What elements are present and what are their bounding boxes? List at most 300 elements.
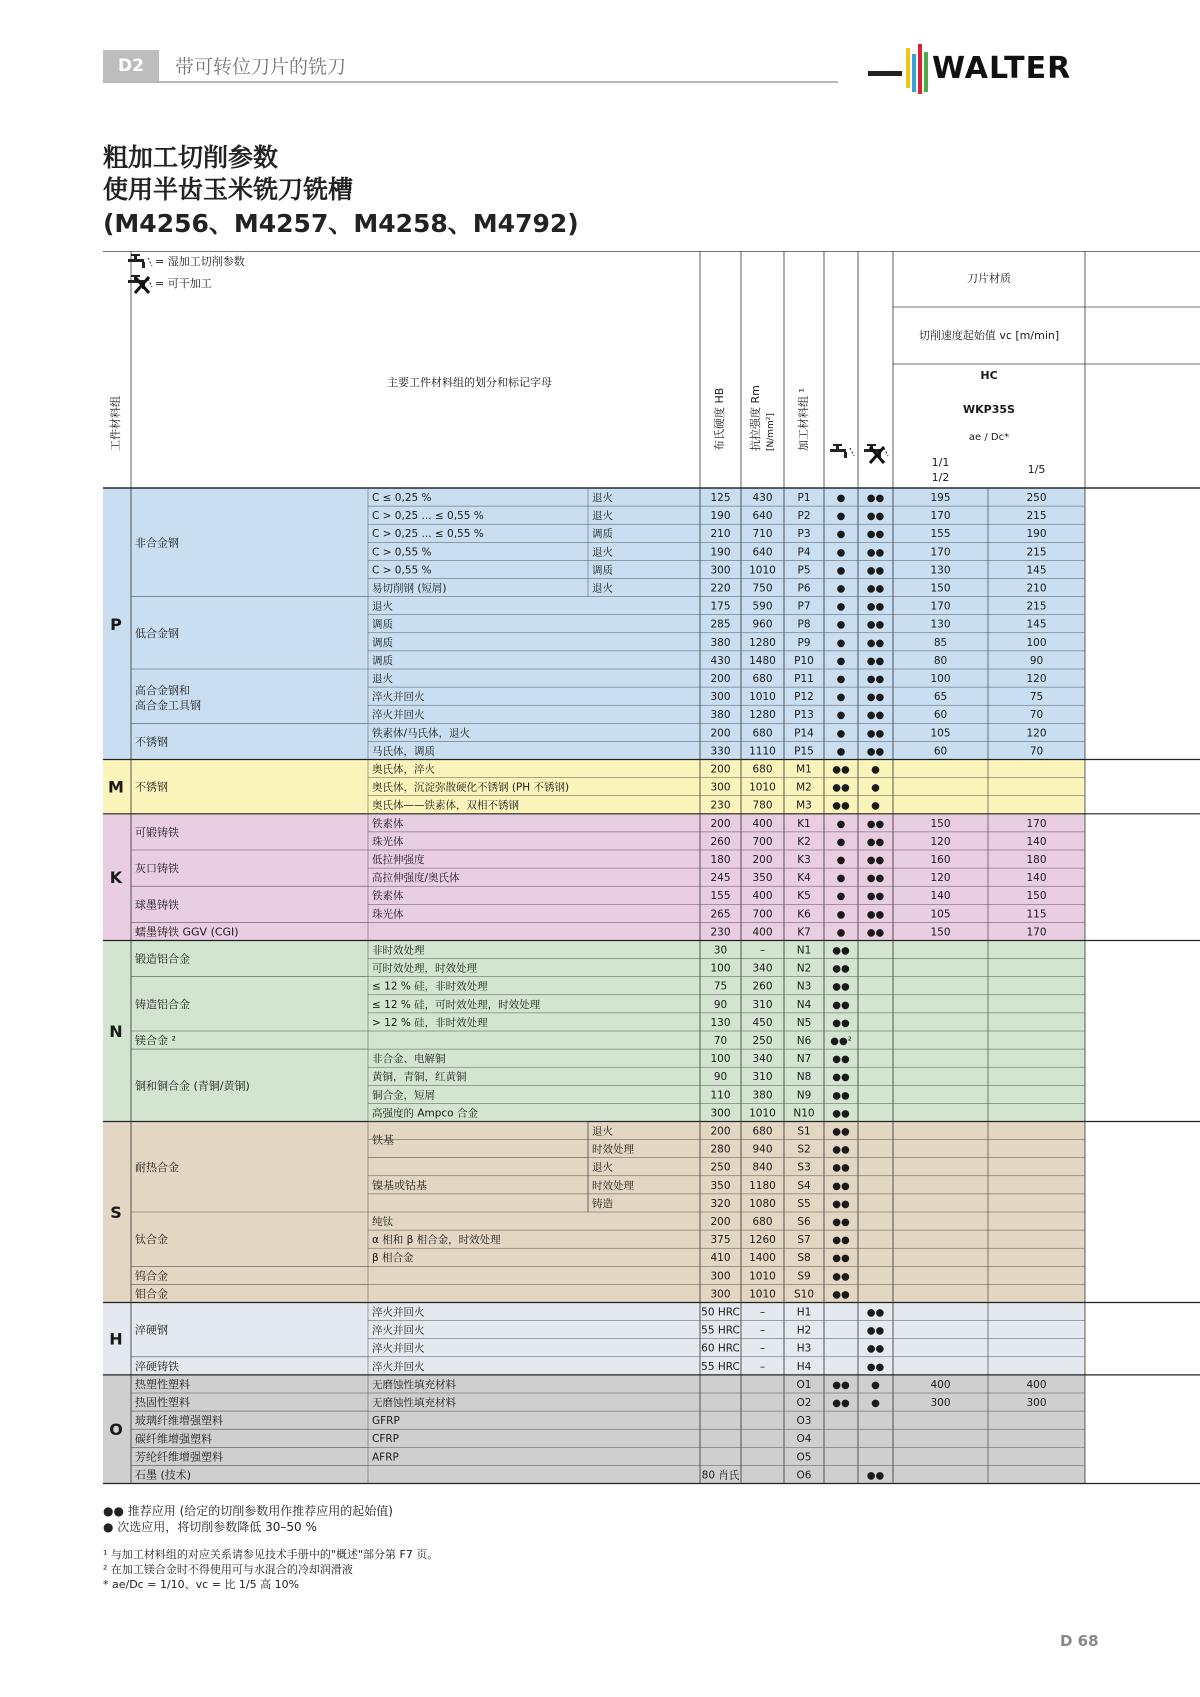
row-rm: 1110 — [749, 745, 776, 758]
row-material-group: P1 — [797, 492, 811, 504]
row-spec: C > 0,25 ... ≤ 0,55 % — [372, 528, 484, 541]
col-wet-icon — [830, 444, 854, 458]
row-wet-rating: ● — [836, 547, 846, 559]
row-hb: 350 — [710, 1179, 731, 1192]
row-hb: 265 — [710, 908, 731, 921]
row-spec: 黄铜，青铜，红黄铜 — [372, 1071, 467, 1084]
row-rm: 700 — [752, 908, 773, 921]
row-material-group: P7 — [797, 600, 811, 613]
row-material-group: P11 — [794, 673, 814, 685]
row-rm: 840 — [752, 1161, 773, 1174]
row-spec: 可时效处理，时效处理 — [372, 962, 477, 975]
row-rm: 1280 — [749, 709, 776, 722]
row-vc-2: 215 — [1026, 600, 1047, 613]
row-hb: 90 — [713, 1071, 728, 1084]
row-condition: 退火 — [592, 582, 613, 595]
row-spec: 纯钛 — [372, 1216, 393, 1228]
row-hb: 55 HRC — [701, 1360, 740, 1373]
legend-double-dot: ●● 推荐应用 (给定的切削参数用作推荐应用的起始值) — [103, 1504, 393, 1518]
row-hb: 210 — [710, 528, 731, 541]
row-hb: 60 HRC — [701, 1342, 740, 1355]
subgroup-label: 玻璃纤维增强塑料 — [135, 1414, 223, 1428]
row-vc-2: 250 — [1026, 492, 1047, 504]
row-hb: 80 肖氏 — [701, 1469, 740, 1482]
row-rm: 680 — [752, 1125, 773, 1138]
row-material-group: S5 — [797, 1197, 811, 1210]
row-spec: 淬火并回火 — [372, 1306, 425, 1319]
row-rm: 680 — [752, 763, 773, 776]
row-material-group: O4 — [796, 1433, 812, 1446]
row-vc-2: 215 — [1026, 510, 1047, 523]
row-spec: GFRP — [372, 1415, 400, 1428]
row-material-group: P9 — [797, 636, 811, 649]
row-dry-rating: ●● — [866, 873, 885, 885]
row-dry-rating: ●● — [866, 601, 885, 613]
row-spec: 易切削钢 (短屑) — [372, 582, 447, 595]
row-vc-2: 300 — [1026, 1397, 1047, 1409]
row-rm: – — [759, 1360, 766, 1373]
subgroup-label: 灰口铸铁 — [135, 862, 179, 876]
legend-single-dot: ● 次选应用，将切削参数降低 30–50 % — [103, 1520, 317, 1534]
row-wet-rating: ●● — [832, 764, 850, 776]
row-hb: 155 — [710, 890, 731, 903]
subgroup-label: 不锈钢 — [135, 735, 168, 749]
row-material-group: K2 — [797, 835, 811, 848]
row-material-group: S8 — [797, 1252, 811, 1265]
row-spec: 铁素体/马氏体，退火 — [372, 727, 471, 740]
subgroup-label: 可锻铸铁 — [135, 825, 179, 839]
grade-name: WKP35S — [963, 403, 1015, 416]
row-hb: 285 — [710, 618, 731, 631]
row-rm: 450 — [752, 1016, 773, 1029]
row-vc-1: 300 — [930, 1397, 951, 1409]
subgroup-label: 碳纤维增强塑料 — [135, 1432, 212, 1446]
row-vc-2: 215 — [1026, 546, 1047, 559]
alloy-base-label: 铁基 — [372, 1133, 394, 1147]
subgroup-label: 非合金钢 — [135, 536, 179, 550]
row-material-group: N7 — [796, 1053, 812, 1066]
row-spec: 退火 — [372, 600, 393, 613]
row-dry-rating: ●● — [866, 927, 885, 939]
subgroup-label: 热塑性塑料 — [135, 1377, 190, 1391]
row-hb: 175 — [710, 600, 731, 613]
row-rm: 1480 — [749, 654, 776, 667]
col-header-rm: 抗拉强度 Rm — [749, 385, 762, 451]
row-vc-1: 155 — [930, 528, 951, 541]
row-dry-rating: ● — [871, 1398, 880, 1409]
row-vc-1: 60 — [933, 709, 948, 722]
row-vc-2: 400 — [1026, 1378, 1047, 1391]
row-spec: β 相合金 — [372, 1252, 414, 1265]
row-wet-rating: ● — [836, 637, 846, 649]
dry-cross-icon — [135, 277, 149, 293]
row-rm: 1010 — [749, 1288, 776, 1301]
row-vc-2: 75 — [1029, 691, 1044, 704]
col-header-mat: 加工材料组 ¹ — [797, 388, 810, 451]
row-rm: 640 — [752, 546, 773, 559]
page-number: D 68 — [1060, 1632, 1099, 1650]
row-material-group: S6 — [797, 1216, 811, 1228]
subgroup-label: 低合金钢 — [135, 626, 179, 640]
row-hb: 380 — [710, 636, 731, 649]
row-spec: 调质 — [372, 618, 393, 631]
row-rm: 1260 — [749, 1234, 776, 1247]
row-vc-1: 100 — [930, 673, 951, 685]
row-wet-rating: ● — [836, 529, 846, 541]
row-dry-rating: ● — [871, 782, 880, 794]
row-vc-1: 105 — [930, 908, 951, 921]
row-vc-1: 140 — [930, 890, 951, 903]
row-hb: 375 — [710, 1234, 731, 1247]
row-spec: 淬火并回火 — [372, 1360, 425, 1373]
row-hb: 75 — [713, 980, 728, 993]
row-vc-1: 120 — [930, 835, 951, 848]
row-material-group: P10 — [794, 654, 814, 667]
row-rm: 260 — [752, 980, 773, 993]
row-spec: AFRP — [372, 1451, 399, 1464]
row-vc-2: 150 — [1026, 890, 1047, 903]
row-vc-2: 170 — [1026, 817, 1047, 830]
row-rm: 380 — [752, 1089, 773, 1102]
row-rm: 1010 — [749, 564, 776, 577]
row-spec: 淬火并回火 — [372, 1342, 425, 1355]
row-hb: 380 — [710, 709, 731, 722]
row-hb: 50 HRC — [701, 1306, 740, 1319]
row-hb: 30 — [713, 944, 728, 957]
row-hb: 100 — [710, 1053, 731, 1066]
row-material-group: N2 — [796, 962, 812, 975]
row-wet-rating: ● — [836, 692, 846, 704]
row-vc-1: 60 — [933, 745, 948, 758]
row-wet-rating: ●● — [832, 1398, 850, 1409]
row-hb: 55 HRC — [701, 1324, 740, 1337]
subgroup-label: 耐热合金 — [135, 1160, 179, 1174]
footnote-2: ² 在加工镁合金时不得使用可与水混合的冷却润滑液 — [103, 1563, 353, 1576]
row-dry-rating: ●● — [866, 619, 885, 631]
row-rm: 680 — [752, 673, 773, 685]
row-hb: 230 — [710, 799, 731, 812]
row-dry-rating: ●● — [866, 692, 885, 704]
row-vc-1: 130 — [930, 564, 951, 577]
row-material-group: K3 — [797, 854, 811, 866]
row-dry-rating: ●● — [866, 1325, 885, 1337]
row-wet-rating: ●● — [832, 1180, 850, 1192]
row-hb: 320 — [710, 1197, 731, 1210]
row-material-group: S4 — [797, 1179, 811, 1192]
subgroup-label: 淬硬铸铁 — [135, 1359, 179, 1373]
row-spec: 淬火并回火 — [372, 709, 425, 722]
row-hb: 280 — [710, 1143, 731, 1156]
row-dry-rating: ●● — [866, 891, 885, 903]
group-letter-P: P — [110, 614, 122, 634]
row-wet-rating: ● — [836, 836, 846, 848]
row-material-group: O1 — [796, 1378, 812, 1391]
row-material-group: P2 — [797, 510, 811, 523]
row-spec: 铜合金，短屑 — [372, 1089, 435, 1102]
row-wet-rating: ●● — [832, 1144, 850, 1156]
legend-wet-text: = 湿加工切削参数 — [155, 255, 245, 268]
row-material-group: K6 — [797, 908, 811, 921]
row-spec: 铁素体 — [372, 890, 404, 903]
row-rm: 400 — [752, 817, 773, 830]
row-wet-rating: ● — [836, 655, 846, 667]
row-dry-rating: ●● — [866, 836, 885, 848]
row-material-group: K4 — [797, 872, 811, 885]
row-dry-rating: ●● — [866, 1470, 885, 1482]
row-material-group: N8 — [796, 1071, 812, 1084]
row-material-group: K7 — [797, 926, 811, 939]
row-hb: 190 — [710, 546, 731, 559]
row-material-group: P12 — [794, 691, 814, 704]
row-hb: 300 — [710, 564, 731, 577]
row-wet-rating: ●● — [832, 800, 850, 812]
row-vc-1: 170 — [930, 600, 951, 613]
row-dry-rating: ●● — [866, 1343, 885, 1355]
row-wet-rating: ● — [836, 565, 846, 577]
row-rm: 590 — [752, 600, 773, 613]
row-vc-2: 180 — [1026, 854, 1047, 866]
row-hb: 110 — [710, 1089, 731, 1102]
row-spec: 铁素体 — [372, 817, 404, 830]
row-rm: 1080 — [749, 1197, 776, 1210]
row-vc-1: 400 — [930, 1378, 951, 1391]
row-material-group: O3 — [796, 1415, 812, 1428]
group-bg-M — [103, 760, 1085, 814]
row-material-group: P6 — [797, 582, 811, 595]
row-hb: 260 — [710, 835, 731, 848]
row-vc-1: 170 — [930, 510, 951, 523]
row-hb: 430 — [710, 654, 731, 667]
row-rm: 250 — [752, 1035, 773, 1047]
footnote-3: * ae/Dc = 1/10、vc = 比 1/5 高 10% — [103, 1578, 300, 1591]
row-rm: 1400 — [749, 1252, 776, 1265]
row-vc-2: 145 — [1026, 618, 1047, 631]
row-dry-rating: ●● — [866, 1307, 885, 1319]
row-dry-rating: ● — [871, 800, 880, 812]
row-dry-rating: ● — [871, 1379, 880, 1391]
row-material-group: N6 — [796, 1035, 812, 1047]
row-condition: 调质 — [592, 528, 613, 541]
row-spec: 奥氏体，淬火 — [372, 763, 435, 776]
row-material-group: M2 — [796, 781, 812, 794]
row-wet-rating: ●● — [832, 1198, 850, 1210]
row-vc-2: 90 — [1029, 654, 1044, 667]
logo-text: WALTER — [932, 51, 1072, 86]
row-spec: C > 0,55 % — [372, 546, 432, 559]
row-spec: 高强度的 Ampco 合金 — [372, 1107, 478, 1120]
subgroup-label: 镁合金 ² — [135, 1034, 176, 1048]
row-rm: – — [759, 1342, 766, 1355]
row-material-group: O2 — [796, 1397, 812, 1409]
header-divider — [103, 81, 838, 83]
row-spec: 珠光体 — [372, 835, 404, 848]
row-wet-rating: ●● — [832, 1054, 850, 1066]
row-hb: 130 — [710, 1016, 731, 1029]
row-wet-rating: ● — [836, 674, 846, 685]
row-spec: 调质 — [372, 654, 393, 667]
page-title-line1: 粗加工切削参数 — [103, 143, 279, 172]
row-material-group: K1 — [797, 817, 811, 830]
row-hb: 200 — [710, 763, 731, 776]
row-vc-2: 140 — [1026, 835, 1047, 848]
row-material-group: S7 — [797, 1234, 811, 1247]
row-dry-rating: ●● — [866, 655, 885, 667]
row-wet-rating: ● — [836, 601, 846, 613]
row-spec: CFRP — [372, 1433, 399, 1446]
row-condition: 时效处理 — [592, 1143, 634, 1156]
row-rm: – — [759, 944, 766, 957]
row-wet-rating: ● — [836, 909, 846, 921]
row-material-group: P15 — [794, 745, 814, 758]
section-title: 带可转位刀片的铣刀 — [175, 56, 347, 78]
row-spec: 非时效处理 — [372, 944, 425, 957]
row-wet-rating: ● — [836, 927, 846, 939]
row-wet-rating: ●● — [832, 999, 850, 1011]
row-rm: 350 — [752, 872, 773, 885]
row-spec: 珠光体 — [372, 908, 404, 921]
row-material-group: P3 — [797, 528, 811, 541]
subgroup-label: 芳纶纤维增强塑料 — [135, 1450, 223, 1464]
row-vc-2: 190 — [1026, 528, 1047, 541]
row-rm: 680 — [752, 727, 773, 740]
ae-1-5: 1/5 — [1027, 463, 1046, 476]
row-rm: 640 — [752, 510, 773, 523]
row-dry-rating: ●● — [866, 565, 885, 577]
ae-ratio-label: ae / Dc* — [968, 432, 1010, 443]
row-rm: 400 — [752, 890, 773, 903]
legend-dry-text: = 可干加工 — [155, 277, 212, 290]
row-rm: 1010 — [749, 781, 776, 794]
row-wet-rating: ● — [836, 891, 846, 903]
row-dry-rating: ●● — [866, 547, 885, 559]
row-wet-rating: ● — [836, 511, 846, 523]
group-letter-H: H — [109, 1329, 123, 1349]
row-hb: 180 — [710, 854, 731, 866]
row-spec: 马氏体，调质 — [372, 745, 435, 758]
row-dry-rating: ●● — [866, 511, 885, 523]
row-spec: 无磨蚀性填充材料 — [372, 1378, 456, 1391]
row-wet-rating: ●● — [832, 1126, 850, 1138]
row-material-group: N10 — [793, 1107, 815, 1120]
row-material-group: O5 — [796, 1451, 812, 1464]
walter-logo — [868, 44, 1100, 96]
row-wet-rating: ●● — [832, 1090, 850, 1102]
row-material-group: N5 — [796, 1016, 812, 1029]
row-spec: > 12 % 硅，非时效处理 — [372, 1016, 488, 1029]
row-rm: – — [759, 1306, 766, 1319]
row-condition: 退火 — [592, 1125, 613, 1138]
row-wet-rating: ●● — [832, 1235, 850, 1247]
row-dry-rating: ●● — [866, 583, 885, 595]
row-vc-2: 70 — [1029, 709, 1044, 722]
subgroup-label: 石墨 (技术) — [135, 1468, 192, 1482]
group-letter-N: N — [109, 1022, 123, 1041]
row-vc-2: 115 — [1026, 908, 1047, 921]
row-vc-1: 120 — [930, 872, 951, 885]
row-hb: 300 — [710, 1107, 731, 1120]
row-hb: 200 — [710, 727, 731, 740]
row-wet-rating: ●● — [832, 1162, 850, 1174]
row-spec: 淬火并回火 — [372, 1324, 425, 1337]
row-material-group: S10 — [793, 1288, 815, 1301]
row-dry-rating: ●● — [866, 728, 885, 740]
row-material-group: S2 — [797, 1143, 811, 1156]
col-header-rm-unit: [N/mm²] — [766, 413, 776, 451]
row-rm: 1280 — [749, 636, 776, 649]
row-hb: 410 — [710, 1252, 731, 1265]
row-dry-rating: ●● — [866, 674, 885, 685]
row-rm: 310 — [752, 998, 773, 1011]
row-wet-rating: ●● — [832, 1072, 850, 1084]
row-vc-1: 80 — [933, 654, 948, 667]
row-spec: ≤ 12 % 硅，非时效处理 — [372, 980, 488, 993]
row-hb: 125 — [710, 492, 731, 504]
row-rm: 430 — [752, 492, 773, 504]
subgroup-label: 铸造铝合金 — [135, 997, 190, 1011]
row-spec: 低拉伸强度 — [372, 854, 425, 866]
col-header-insert: 刀片材质 — [967, 272, 1011, 285]
row-dry-rating: ●● — [866, 1361, 885, 1373]
row-spec: 奥氏体，沉淀弥散硬化不锈钢 (PH 不锈钢) — [372, 781, 570, 794]
group-letter-S: S — [110, 1203, 122, 1222]
subgroup-label: 球墨铸铁 — [135, 898, 179, 912]
row-hb: 300 — [710, 691, 731, 704]
row-material-group: O6 — [796, 1469, 812, 1482]
grade-hc: HC — [980, 369, 998, 382]
row-vc-1: 195 — [930, 492, 951, 504]
row-material-group: H2 — [796, 1324, 812, 1337]
group-letter-M: M — [108, 777, 124, 797]
row-condition: 调质 — [592, 564, 613, 577]
row-material-group: S9 — [797, 1270, 811, 1283]
row-vc-2: 210 — [1026, 582, 1047, 595]
row-hb: 220 — [710, 582, 731, 595]
row-rm: 1010 — [749, 1270, 776, 1283]
row-vc-2: 140 — [1026, 872, 1047, 885]
row-material-group: N1 — [796, 944, 812, 957]
row-vc-1: 150 — [930, 926, 951, 939]
row-spec: ≤ 12 % 硅，可时效处理，时效处理 — [372, 998, 541, 1011]
row-dry-rating: ●● — [866, 818, 885, 830]
row-dry-rating: ●● — [866, 710, 885, 722]
row-hb: 200 — [710, 673, 731, 685]
row-material-group: K5 — [797, 890, 811, 903]
row-wet-rating: ●● — [832, 1289, 850, 1301]
row-vc-1: 160 — [930, 854, 951, 866]
row-vc-1: 65 — [933, 691, 948, 704]
row-hb: 100 — [710, 962, 731, 975]
subgroup-label: 不锈钢 — [135, 780, 168, 794]
row-rm: 780 — [752, 799, 773, 812]
page-title-line2: 使用半齿玉米铣刀铣槽 — [103, 175, 354, 204]
row-hb: 250 — [710, 1161, 731, 1174]
row-wet-rating: ● — [836, 873, 846, 885]
row-rm: 310 — [752, 1071, 773, 1084]
row-spec: 非合金、电解铜 — [372, 1053, 446, 1066]
row-vc-1: 150 — [930, 817, 951, 830]
row-hb: 190 — [710, 510, 731, 523]
row-dry-rating: ● — [871, 764, 880, 776]
row-spec: 奥氏体——铁素体，双相不锈钢 — [372, 799, 519, 812]
subgroup-label-line2: 高合金工具钢 — [135, 699, 201, 713]
row-hb: 200 — [710, 1125, 731, 1138]
row-material-group: P8 — [797, 618, 811, 631]
row-wet-rating: ● — [836, 855, 846, 866]
row-condition: 时效处理 — [592, 1179, 634, 1192]
row-condition: 铸造 — [592, 1197, 613, 1210]
row-wet-rating: ●●² — [830, 1036, 852, 1047]
row-dry-rating: ●● — [866, 855, 885, 866]
